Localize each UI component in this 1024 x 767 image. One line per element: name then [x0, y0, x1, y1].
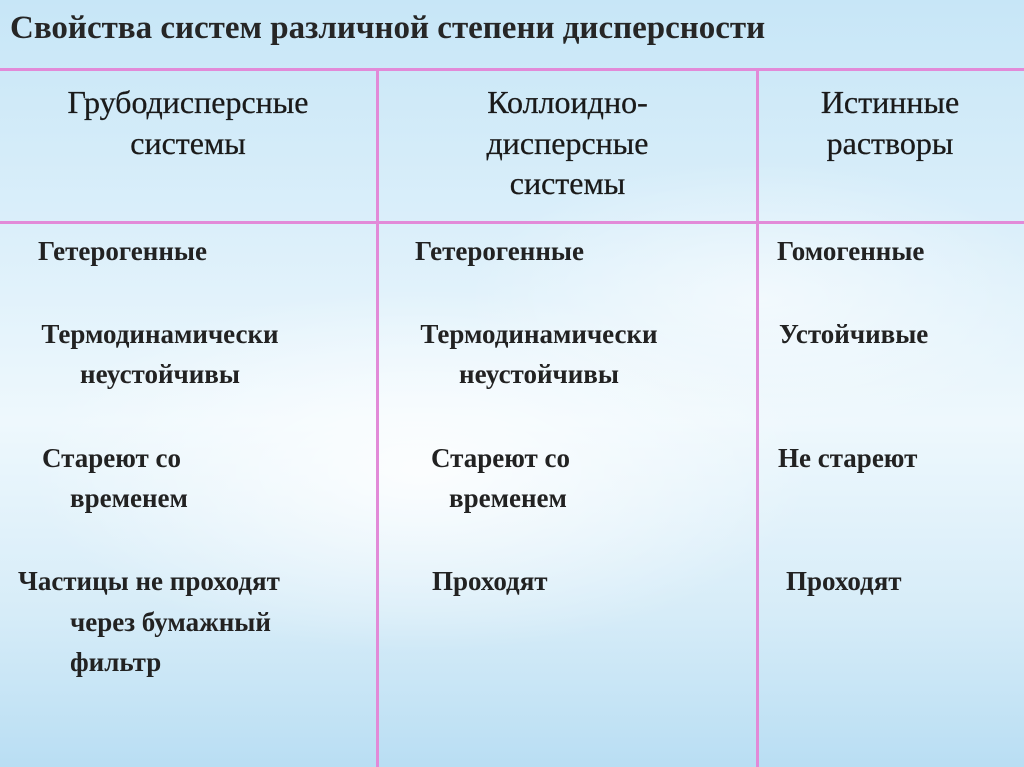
- cell-colloidal-phase: Гетерогенные: [415, 236, 584, 266]
- cell-coarse-phase: Гетерогенные: [38, 236, 207, 266]
- column-header-true-solutions: Истинные растворы: [820, 84, 960, 161]
- cell-coarse-aging: Стареют со временем: [42, 443, 188, 513]
- cell-colloidal-filtration: Проходят: [432, 566, 548, 596]
- cell-colloidal-aging: Стареют со временем: [431, 443, 571, 513]
- cell-coarse-stability: Термодинамически неустойчивы: [41, 319, 279, 389]
- cell-colloidal-stability: Термодинамически неустойчивы: [420, 319, 658, 389]
- slide-title: Свойства систем различной степени дисперсности: [10, 10, 766, 46]
- cell-coarse-filtration: Частицы не проходят через бумажный фильтр: [18, 566, 280, 677]
- table-top-border: [0, 68, 1024, 71]
- cell-true-stability: Устойчивые: [779, 319, 929, 349]
- cell-true-phase: Гомогенные: [777, 236, 925, 266]
- cell-true-aging: Не стареют: [778, 443, 918, 473]
- table-header-divider: [0, 221, 1024, 224]
- column-header-coarse: Грубодисперсные системы: [67, 84, 309, 161]
- cell-true-filtration: Проходят: [786, 566, 902, 596]
- column-header-colloidal: Коллоидно- дисперсные системы: [486, 84, 649, 202]
- column-divider-1: [376, 70, 379, 767]
- column-divider-2: [756, 70, 759, 767]
